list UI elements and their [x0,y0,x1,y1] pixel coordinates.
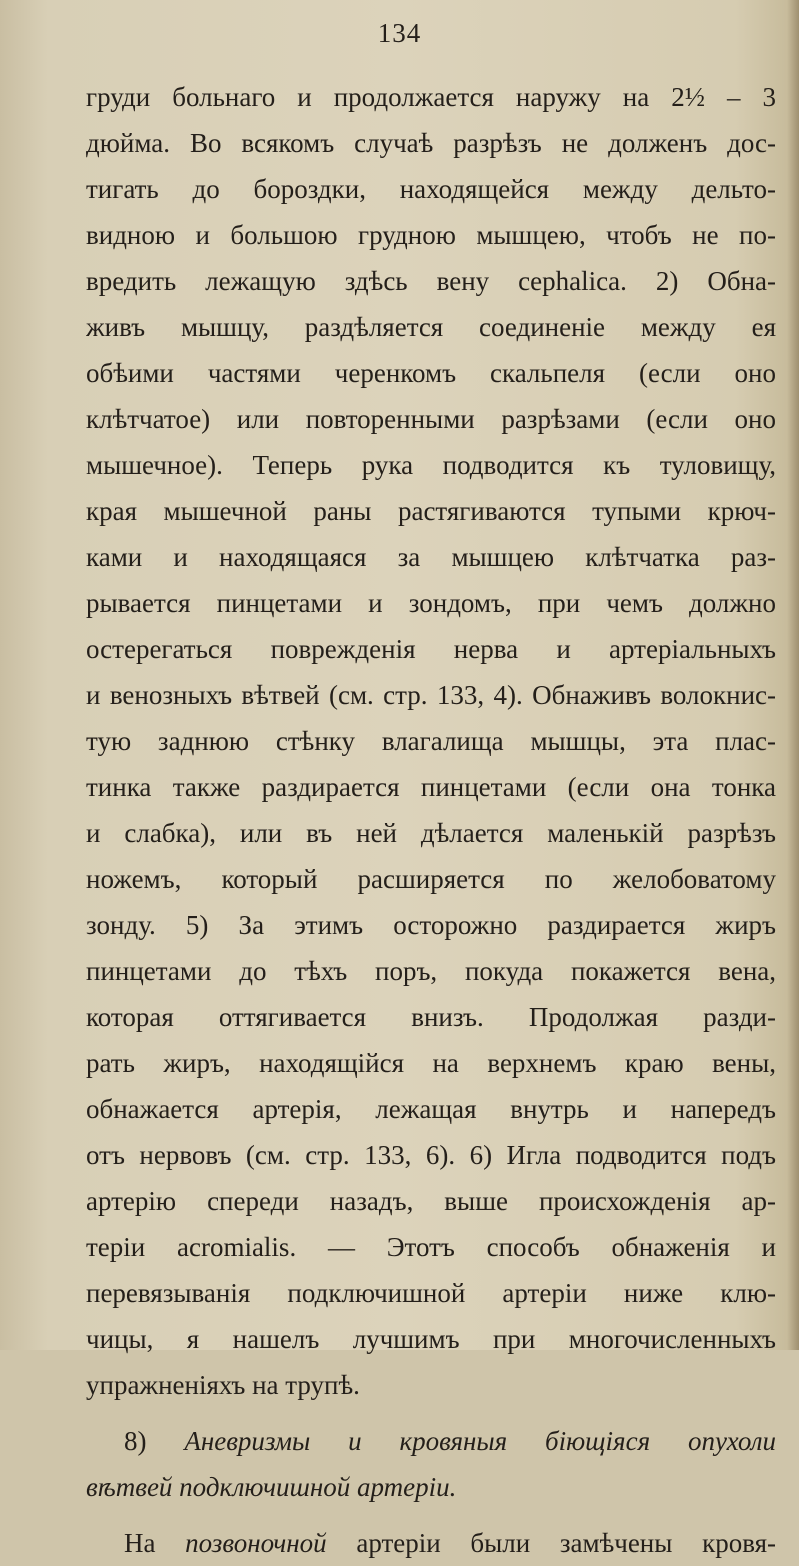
text-line-5: вредить лежащую здѣсь вену cephalica. 2) Обна- [86,266,776,296]
text-line-23: обнажается артерія, лежащая внутрь и напередъ [86,1094,776,1124]
text-line-16: тинка также раздирается пинцетами (если она тонка [86,772,776,802]
section-heading-line-2: вѣтвей подключишной артеріи. [86,1472,457,1502]
text-line-21: которая оттягивается внизъ. Продолжая разди- [86,1002,776,1032]
text-line-28: чицы, я нашелъ лучшимъ при многочисленныхъ [86,1324,776,1354]
text-line-20: пинцетами до тѣхъ поръ, покуда покажется вена, [86,956,776,986]
body-text [86,74,776,1566]
text-line-8: клѣтчатое) или повторенными разрѣзами (если оно [86,404,776,434]
text-line-19: зонду. 5) За этимъ осторожно раздирается жиръ [86,910,776,940]
text-line-17: и слабка), или въ ней дѣлается маленькій разрѣзъ [86,818,776,848]
text-line-13: остерегаться поврежденія нерва и артеріальныхъ [86,634,776,664]
page-edge-shadow [787,0,799,1350]
text-line-4: видною и большою грудною мышцею, чтобъ не по- [86,220,776,250]
text-line-7: обѣими частями черенкомъ скальпеля (если оно [86,358,776,388]
text-line-18: ножемъ, который расширяется по желобоватому [86,864,776,894]
text-line-3: тигать до бороздки, находящейся между дельто- [86,174,776,204]
text-line-27: перевязыванія подключишной артеріи ниже клю- [86,1278,776,1308]
text-line-26: теріи acromialis. — Этотъ способъ обнаженія и [86,1232,776,1262]
text-line-10: края мышечной раны растягиваются тупыми крюч- [86,496,776,526]
text-line-6: живъ мышцу, раздѣляется соединеніе между ея [86,312,776,342]
final-line-italic-term: позвоночной [185,1528,327,1558]
text-line-final [86,1520,776,1566]
text-line-29: упражненіяхъ на трупѣ. [86,1370,360,1400]
text-line-15: тую заднюю стѣнку влагалища мышцы, эта плас- [86,726,776,756]
text-line-12: рывается пинцетами и зондомъ, при чемъ должно [86,588,776,618]
final-line-rest: артеріи были замѣчены кровя- [356,1528,776,1558]
page-number: 134 [377,18,422,48]
final-line-prefix: На [124,1528,156,1558]
text-line-22: рать жиръ, находящійся на верхнемъ краю вены, [86,1048,776,1078]
text-line-9: мышечное). Теперь рука подводится къ туловищу, [86,450,776,480]
text-line-1: груди больнаго и продолжается наружу на 2½ – 3 [86,82,776,112]
section-number: 8) [124,1426,147,1456]
text-line-14: и венозныхъ вѣтвей (см. стр. 133, 4). Обнаживъ волокнис- [86,680,776,710]
section-heading-line-1 [86,1418,776,1464]
text-line-2: дюйма. Во всякомъ случаѣ разрѣзъ не долженъ дос- [86,128,776,158]
text-line-11: ками и находящаяся за мышцею клѣтчатка раз- [86,542,776,572]
text-line-25: артерію спереди назадъ, выше происхожденія ар- [86,1186,776,1216]
text-line-24: отъ нервовъ (см. стр. 133, 6). 6) Игла подводится подъ [86,1140,776,1170]
section-heading-text-1: Аневризмы и кровяныя біющіяся опухоли [184,1426,776,1456]
